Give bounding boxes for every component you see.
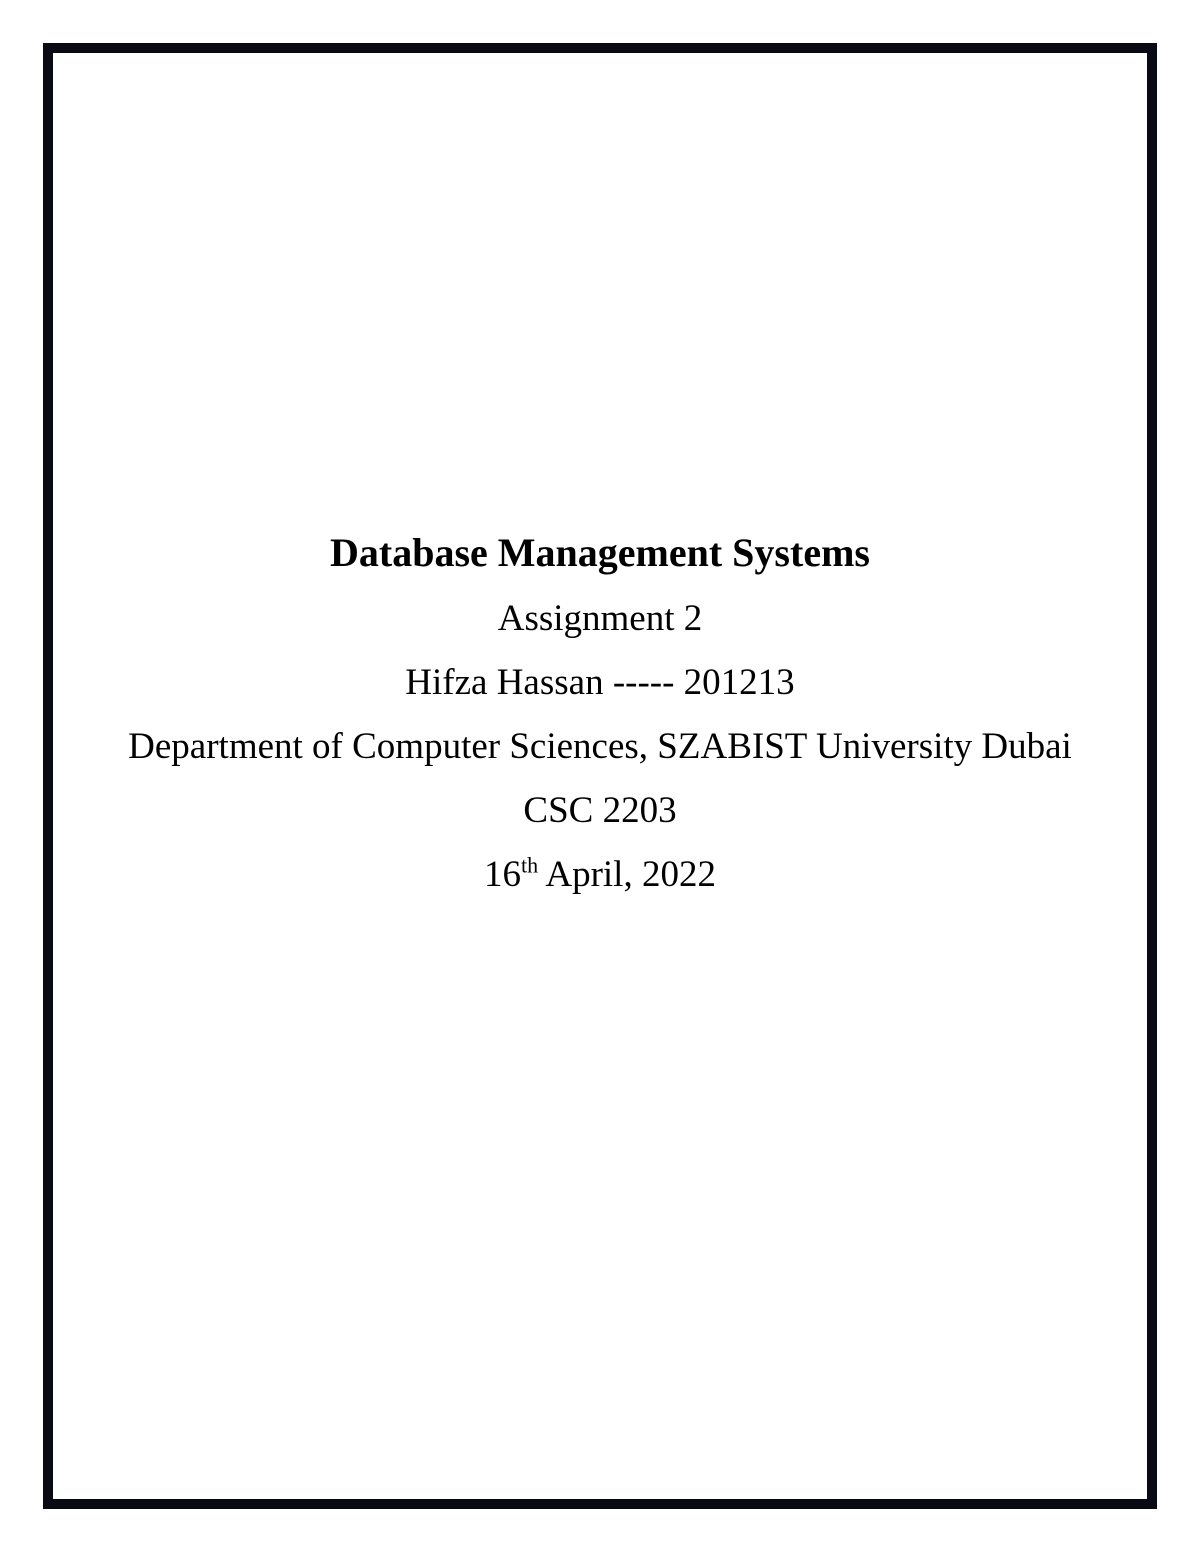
date-month-year: April, 2022	[538, 854, 716, 895]
course-code: CSC 2203	[523, 790, 677, 831]
student-name-id: Hifza Hassan ----- 201213	[405, 662, 795, 703]
date-day-suffix: th	[521, 852, 539, 878]
cover-title-block	[0, 526, 1200, 902]
date-day: 16	[484, 854, 522, 895]
department-university: Department of Computer Sciences, SZABIST University Dubai	[128, 726, 1072, 767]
submission-date	[0, 848, 1200, 902]
assignment-label: Assignment 2	[497, 598, 703, 639]
document-title: Database Management Systems	[330, 530, 870, 575]
